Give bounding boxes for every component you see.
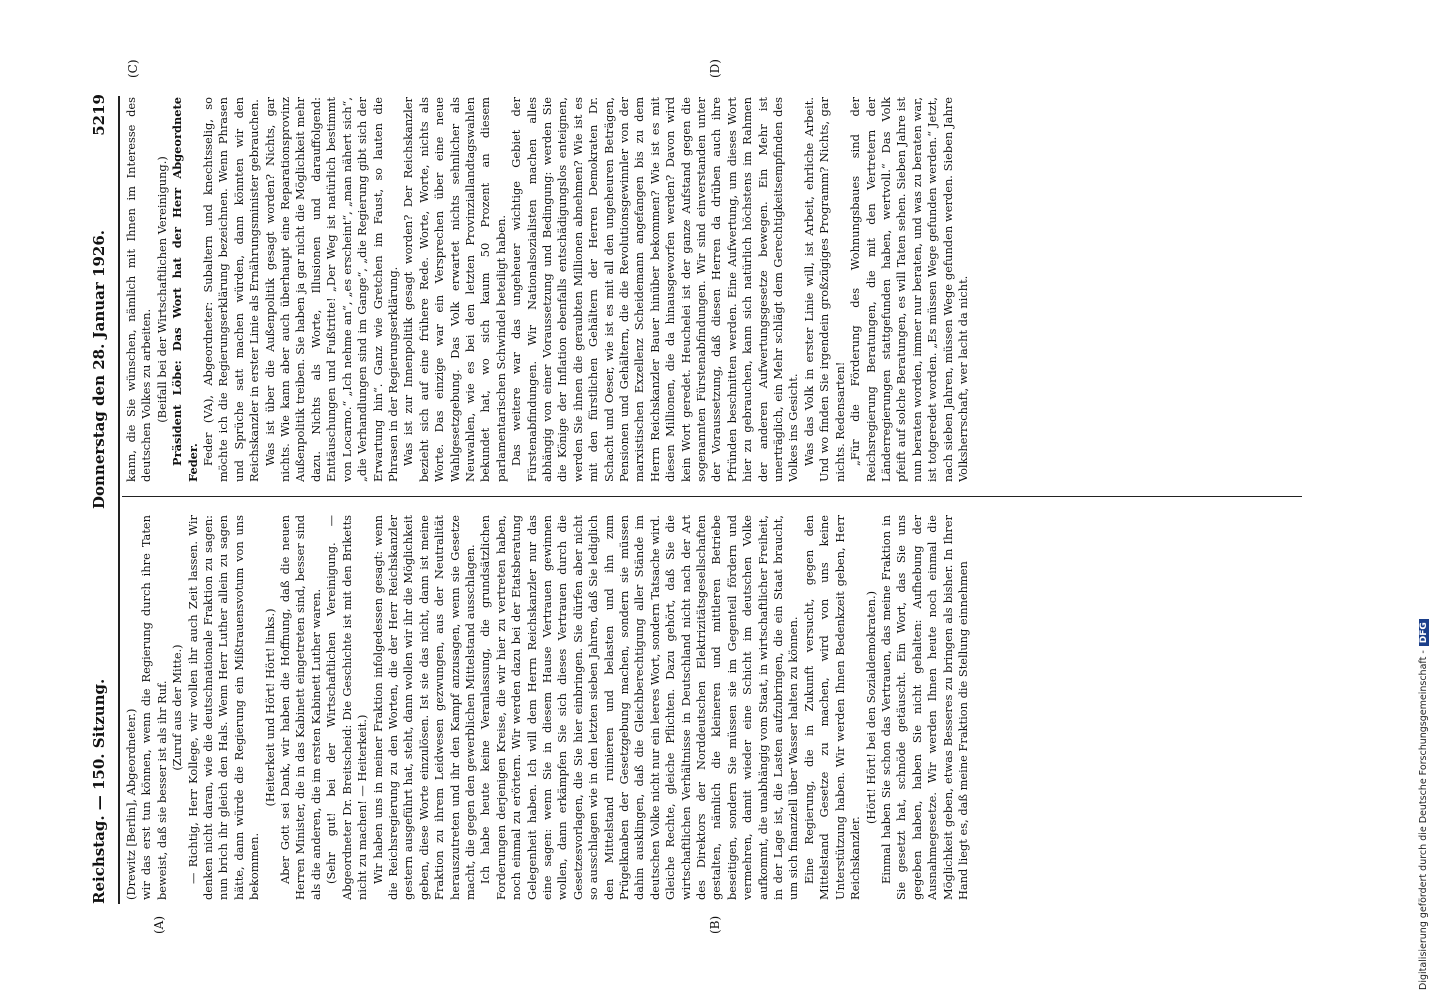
paragraph: Eine Regierung, die in Zukunft versucht, gegen den Mittelstand Gesetze zu machen, wird von uns keine Unterstützung haben. Wir werden Ihnen Bedenkzeit geben, Herr Reichskanzler. <box>801 515 863 900</box>
paragraph: „Für die Förderung des Wohnungsbaues sind der Reichsregierung Beratungen, die mit den Vertretern der Länderregierungen stattgefunden haben, wertvoll.“ Das Volk pfeift auf solche Beratungen, es will Taten sehen. Sieben Jahre ist nun beraten worden, immer nur beraten, und was zu beraten war, ist totgeredet worden. „Es müssen Wege gefunden werden.“ Jetzt, nach sieben Jahren, müssen Wege gefunden werden. Sieben Jahre Volksherrschaft, wer lacht da nicht. <box>848 97 970 482</box>
digitization-footer <box>1418 10 1432 990</box>
paragraph: Was ist zur Innenpolitik gesagt worden? Der Reichskanzler bezieht sich auf eine frühere Rede. Worte, Worte, nichts als Worte. Das einzige war ein Versprechen über eine neue Wahlgesetzgebung. Das Volk erwartet nichts sehnlicher als Neuwahlen, wie es bei den letzten Provinziallandtagswahlen bekundet hat, wo sich kaum 50 Prozent an diesem parlamentarischen Schwindel beteiligt haben. <box>401 97 508 482</box>
interjection: (Sehr gut! bei der Wirtschaftlichen Vereinigung. — Abgeordneter Dr. Breitscheid: Die Geschichte ist mit den Briketts nicht zu machen! — Heiterkeit.) <box>324 515 370 900</box>
header-date: Donnerstag den 28. Januar 1926. <box>90 230 108 509</box>
footer-text-container <box>1418 10 1432 990</box>
footer-credit: Digitalisierung gefördert durch die Deutsche Forschungsgemeinschaft - <box>1418 650 1429 990</box>
paragraph: Ich habe heute keine Veranlassung, die grundsätzlichen Forderungen derjenigen Kreise, die wir hier zu vertreten haben, noch einmal zu erörtern. Wir werden dazu bei der Etatsberatung Gelegenheit haben. Ich will dem Herrn Reichskanzler nur das eine sagen: wenn Sie in diesem Hause Vertrauen gewinnen wollen, dann erkämpfen Sie sich dieses Vertrauen durch die Gesetzesvorlagen, die Sie hier einbringen. Sie dürfen aber nicht so ausschlagen wie in den letzten sieben Jahren, daß Sie lediglich den Mittelstand ruinieren und belasten und ihn zum Prügelknaben der Gesetzgebung machen, sondern sie müssen dahin ausklingen, daß die Gleichberechtigung aller Stände im deutschen Volke nicht nur ein leeres Wort, sondern Tatsache wird. Gleiche Rechte, gleiche Pflichten. Dazu gehört, daß Sie die wirtschaftlichen Verhältnisse in Deutschland nicht nach der Art des Direktors der Norddeutschen Elektrizitätsgesellschaften gestalten, nämlich die kleineren und mittleren Betriebe beseitigen, sondern Sie müssen sie im Gegenteil fördern und vermehren, damit wieder eine Schicht im deutschen Volke aufkommt, die unabhängig vom Staat, in wirtschaftlicher Freiheit, in der Lage ist, die Lasten aufzubringen, die ein Staat braucht, um sich finanziell über Wasser halten zu können. <box>478 515 801 900</box>
paragraph: kann, die Sie wünschen, nämlich mit Ihnen im Interesse des deutschen Volkes zu arbeiten. <box>124 97 154 482</box>
paragraph: Aber Gott sei Dank, wir haben die Hoffnung, daß die neuen Herren Minister, die in das Kabinett eingetreten sind, besser sind als die anderen, die im ersten Kabinett Luther waren. <box>278 515 323 900</box>
right-column <box>124 97 1299 482</box>
paragraph: — Richtig, Herr Kollege, wir wollen ihr auch Zeit lassen. Wir denken nicht daran, wie die deutschnationale Fraktion zu sagen: nun brich ihr gleich den Hals. Wenn Herr Luther allein zu sagen hätte, dann würde die Regierung ein Mißtrauensvotum von uns bekommen. <box>185 515 262 900</box>
dfg-logo: DFG <box>1419 619 1429 646</box>
column-divider <box>122 496 1302 497</box>
margin-marker-c: (C) <box>126 59 140 78</box>
margin-marker-a: (A) <box>152 915 166 934</box>
speaker-paragraph: Feder (VA), Abgeordneter: Subaltern und knechtsselig, so möchte ich die Regierungserklärung bezeichnen. Wenn Phrasen und Sprüche satt machen würden, dann könnten wir den Reichskanzler in erster Linie als Ernährungsminister gebrauchen. <box>201 97 262 482</box>
paragraph: Wir haben uns in meiner Fraktion infolgedessen gesagt: wenn die Reichsregierung zu den Worten, die der Herr Reichskanzler gestern ausgeführt hat, steht, dann wollen wir ihr die Möglichkeit geben, diese Worte einzulösen. Ist sie das nicht, dann ist meine Fraktion zu ihrem Leidwesen gezwungen, aus der Neutralität herauszutreten und ihr den Kampf anzusagen, wenn sie Gesetze macht, die gegen den gewerblichen Mittelstand ausschlagen. <box>370 515 477 900</box>
header-session: Reichstag. — 150. Sitzung. <box>90 678 108 904</box>
left-column <box>124 515 1299 900</box>
interjection: (Zuruf aus der Mitte.) <box>170 644 185 771</box>
speaker-president: Präsident Löbe: Das Wort hat der Herr Abgeordnete Feder. <box>170 97 200 482</box>
speaker-continuation: (Drewitz [Berlin], Abgeordneter.) <box>124 708 138 900</box>
paragraph: Das weitere war das ungeheuer wichtige Gebiet der Fürstenabfindungen. Wir Nationalsozialisten machen alles abhängig von einer Voraussetzung und Bedingung: werden Sie die Könige der Inflation ebenfalls entschädigungslos enteignen, werden Sie ihnen die geraubten Millionen abnehmen? Wie ist es mit den fürstlichen Gehältern der Herren Demokraten Dr. Schacht und Oeser, wie ist es mit all den ungeheuren Beträgen, Pensionen und Gehältern, die die Revolutionsgewinnler von der marxistischen Exzellenz Scheidemann angefangen bis zu dem Herrn Reichskanzler Bauer hinüber bekommen? Wie ist es mit diesen Millionen, die da hinausgeworfen werden? Davon wird kein Wort geredet. Heuchelei ist der ganze Aufstand gegen die sogenannten Fürstenabfindungen. Wir sind einverstanden unter der Voraussetzung, daß diesen Herren da drüben auch ihre Pfründen beschnitten werden. Eine Aufwertung, um dieses Wort hier zu gebrauchen, kann sich natürlich höchstens im Rahmen der anderen Aufwertungsgesetze bewegen. Ein Mehr ist unerträglich, ein Mehr schlägt dem Gerechtigkeitsempfinden des Volkes ins Gesicht. <box>509 97 801 482</box>
paragraph: Einmal haben Sie schon das Vertrauen, das meine Fraktion in Sie gesetzt hat, schnöde getäuscht. Ein Wort, das Sie uns gegeben haben, haben Sie nicht gehalten: Aufhebung der Ausnahmegesetze. Wir werden Ihnen heute noch einmal die Möglichkeit geben, etwas Besseres zu bringen als bisher. In Ihrer Hand liegt es, daß meine Fraktion die Stellung einnehmen <box>878 515 970 900</box>
interjection: (Beifall bei der Wirtschaftlichen Vereinigung.) <box>154 156 169 423</box>
paragraph: Was ist über die Außenpolitik gesagt worden? Nichts, gar nichts. Wie kann aber auch überhaupt eine Reparationsprovinz Außenpolitik treiben. Sie haben ja gar nicht die Möglichkeit mehr dazu. Nichts als Worte, Illusionen und darauffolgend: Enttäuschungen und Fußtritte! „Der Weg ist natürlich bestimmt von Locarno.“ „Ich nehme an“, „es erscheint“, „man nähert sich“, „die Verhandlungen sind im Gange“, „die Regierung gibt sich der Erwartung hin“. Ganz wie Gretchen im Faust, so lauten die Phrasen in der Regierungserklärung. <box>262 97 400 482</box>
paragraph: wir das erst tun können, wenn die Regierung durch ihre Taten beweist, daß sie besser ist als ihr Ruf. <box>139 515 169 900</box>
margin-marker-b: (B) <box>708 915 722 934</box>
interjection: (Heiterkeit und Hört! Hört! links.) <box>262 608 277 807</box>
header-rule <box>118 96 120 904</box>
paragraph: Was das Volk in erster Linie will, ist Arbeit, ehrliche Arbeit. Und wo finden Sie irgendein großzügiges Programm? Nichts, gar nichts. Redensarten! <box>801 97 847 482</box>
page-header <box>90 94 120 904</box>
interjection: (Hört! Hört! bei den Sozialdemokraten.) <box>863 590 878 825</box>
margin-marker-d: (D) <box>708 59 722 78</box>
page-number: 5219 <box>90 94 108 136</box>
